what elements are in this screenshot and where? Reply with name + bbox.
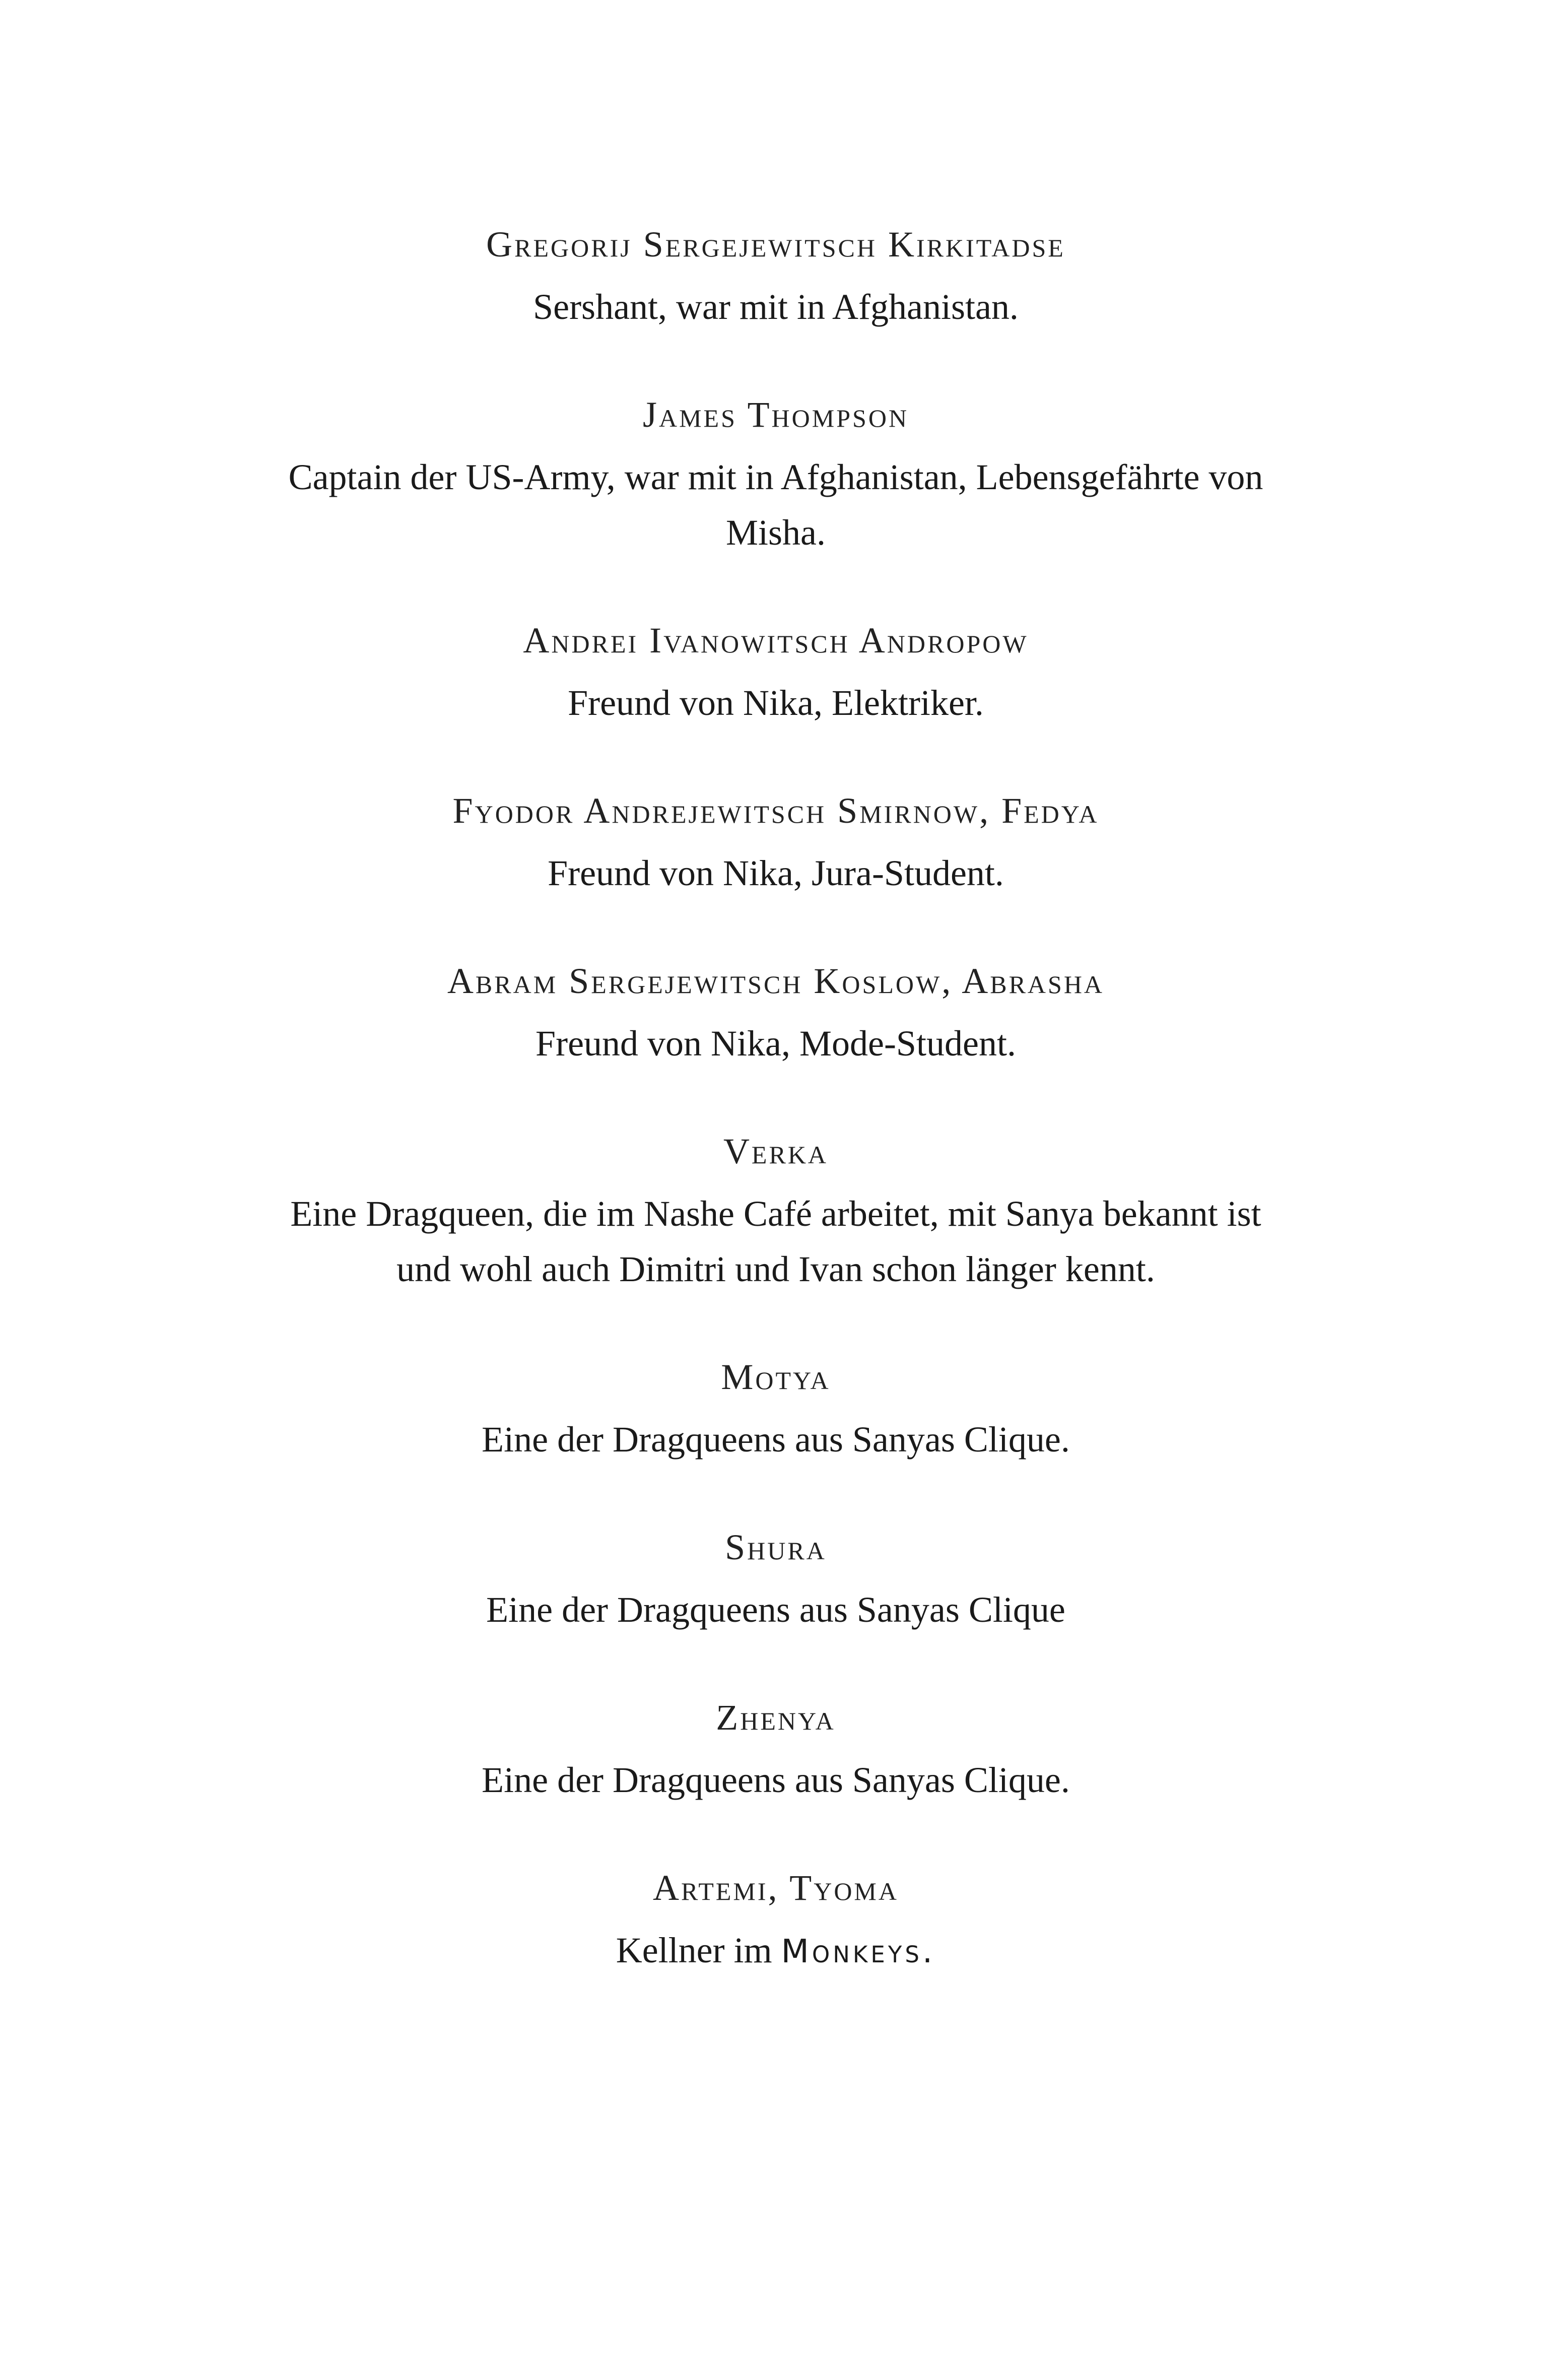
- character-name: Abram Sergejewitsch Koslow, Abrasha: [447, 961, 1105, 1001]
- character-entry: [282, 1525, 1269, 1637]
- character-entry: [282, 1865, 1269, 1979]
- character-entry: [282, 958, 1269, 1071]
- character-name: Fyodor Andrejewitsch Smirnow, Fedya: [452, 790, 1099, 831]
- character-name: Motya: [721, 1357, 831, 1397]
- character-description: Eine der Dragqueens aus Sanyas Clique: [486, 1590, 1065, 1630]
- character-entry: [282, 618, 1269, 731]
- character-list: [282, 222, 1269, 2037]
- character-description: [282, 1923, 1269, 1979]
- character-name: Shura: [725, 1527, 827, 1567]
- bar-name-monkeys: Monkeys.: [781, 1933, 936, 1970]
- character-entry: [282, 1695, 1269, 1808]
- character-name: Zhenya: [716, 1697, 836, 1738]
- character-description: Captain der US-Army, war mit in Afghanistan, Lebensgefährte von Misha.: [288, 457, 1263, 553]
- character-description: Eine der Dragqueens aus Sanyas Clique.: [482, 1419, 1070, 1460]
- character-name: Andrei Ivanowitsch Andropow: [523, 620, 1029, 660]
- character-description: Freund von Nika, Elektriker.: [568, 683, 984, 723]
- character-entry: [282, 222, 1269, 335]
- character-description: Eine Dragqueen, die im Nashe Café arbeitet, mit Sanya bekannt ist und wohl auch Dimitri und Ivan schon länger kennt.: [290, 1194, 1261, 1289]
- character-description: Sershant, war mit in Afghanistan.: [533, 287, 1019, 327]
- character-entry: [282, 1354, 1269, 1467]
- character-name: Verka: [723, 1131, 829, 1171]
- character-description: Eine der Dragqueens aus Sanyas Clique.: [482, 1760, 1070, 1800]
- character-name: Gregorij Sergejewitsch Kirkitadse: [486, 224, 1065, 265]
- character-description: Freund von Nika, Jura-Student.: [548, 853, 1004, 893]
- character-entry: [282, 392, 1269, 560]
- character-name: James Thompson: [642, 394, 909, 435]
- character-entry: [282, 788, 1269, 901]
- character-entry: [282, 1129, 1269, 1297]
- character-name: Artemi, Tyoma: [653, 1868, 899, 1908]
- description-text: Kellner im: [616, 1930, 781, 1970]
- character-description: Freund von Nika, Mode-Student.: [535, 1023, 1016, 1064]
